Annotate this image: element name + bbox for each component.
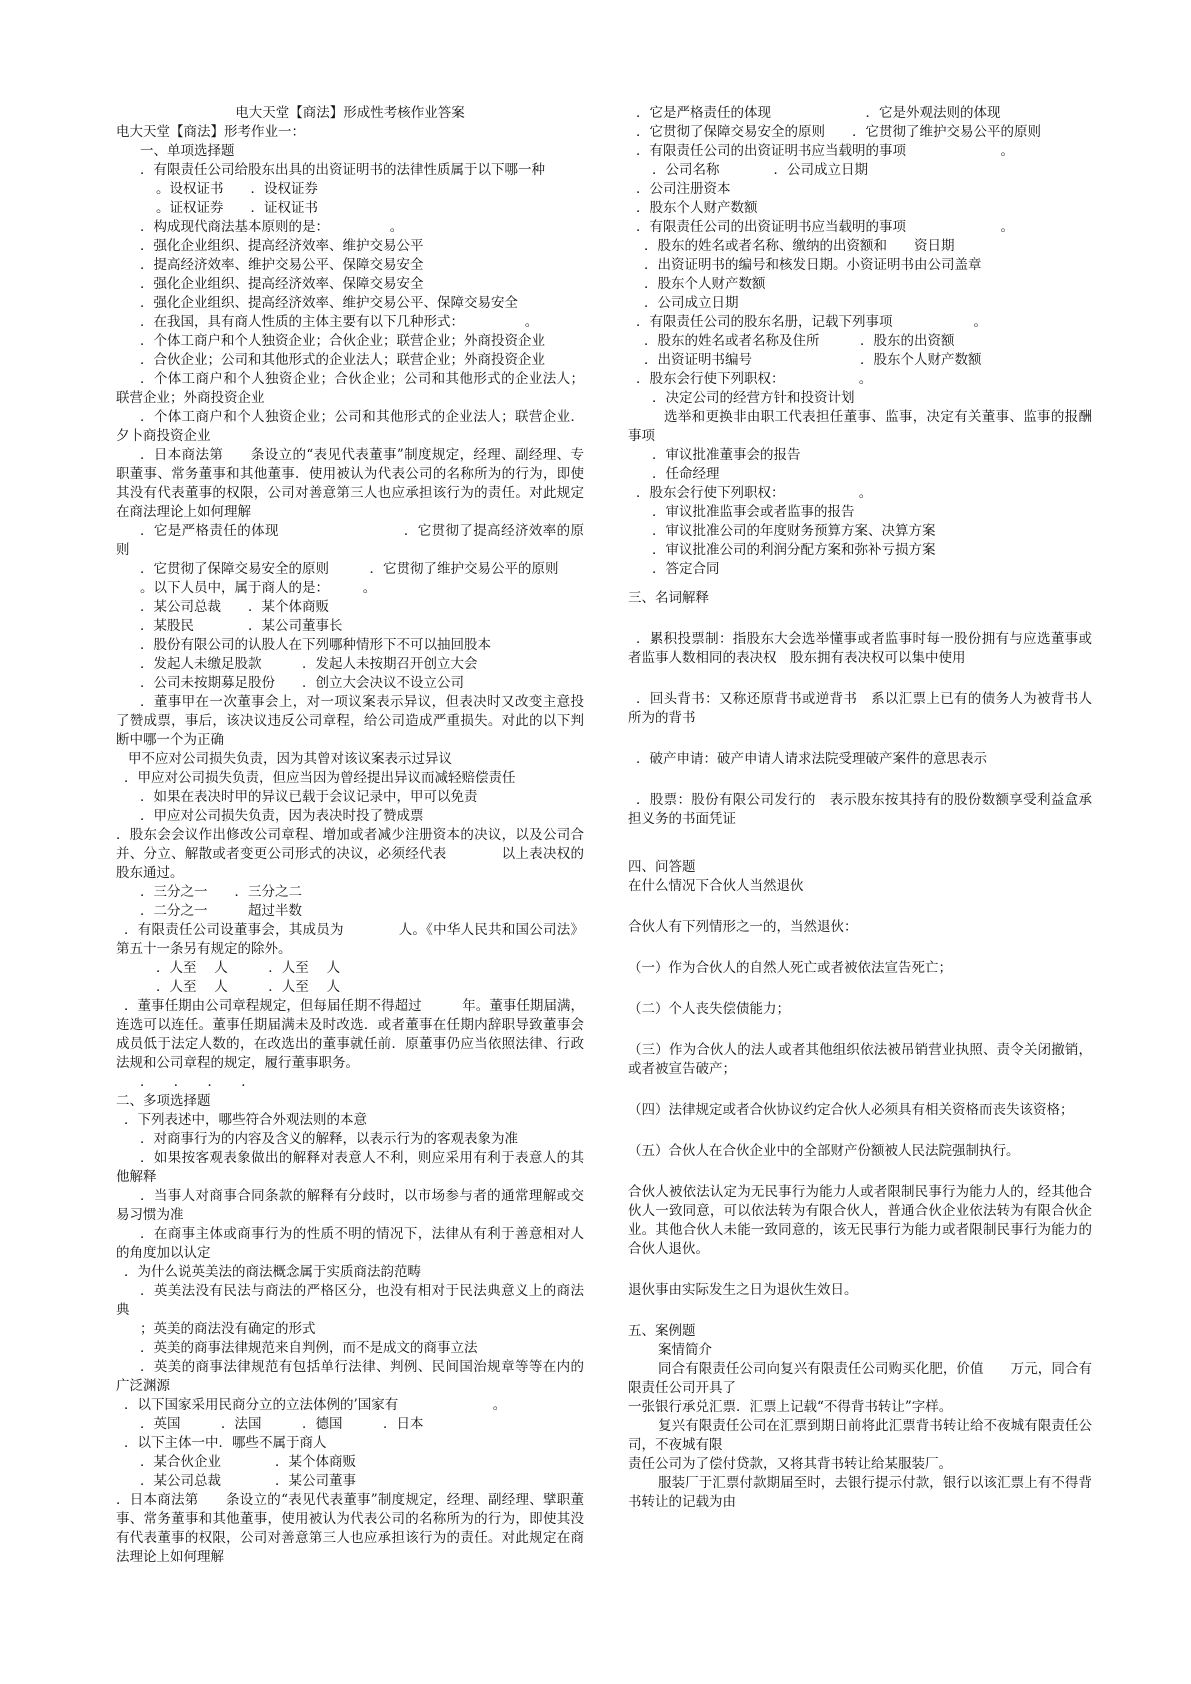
question-1: ．有限责任公司给股东出具的出资证明书的法律性质属于以下哪一种 bbox=[140, 162, 545, 178]
spacer bbox=[628, 728, 1092, 750]
question-5: 。以下人员中，属于商人的是： 。 bbox=[140, 580, 377, 596]
question-9-options-row-2: ．人至 人 ．人至 人 bbox=[156, 979, 341, 995]
question-3: ．在我国，具有商人性质的主体主要有以下几种形式： 。 bbox=[140, 314, 539, 330]
question-9-options-row-1: ．人至 人 ．人至 人 bbox=[156, 960, 341, 976]
question-10-options: ． ． ． ． bbox=[140, 1074, 255, 1090]
spacer bbox=[628, 1300, 1092, 1322]
multi-question-2-option-b: ；英美的商法没有确定的形式 bbox=[140, 1321, 316, 1337]
document-title: 电大天堂【商法】形成性考核作业答案 bbox=[235, 105, 465, 121]
question-7-option-d: ．甲应对公司损失负责，因为表决时投了赞成票 bbox=[140, 808, 424, 824]
qa-paragraph-1: 合伙人被依法认定为无民事行为能力人或者限制民事行为能力人的，经其他合伙人一致同意，可以依法转为有限合伙人，普通合伙企业依法转为有限合伙企业。其他合伙人未能一致同意的，该无民事行为能力或者限制民事行为能力的合伙人退伙。 bbox=[628, 1184, 1092, 1257]
question-5-options-row-2: ．某股民 ．某公司董事长 bbox=[140, 618, 343, 634]
case-heading: 案情简介 bbox=[658, 1342, 712, 1358]
qa-intro: 合伙人有下列情形之一的，当然退伙： bbox=[628, 919, 858, 935]
spacer bbox=[628, 1161, 1092, 1183]
multi-question-10: ．股东会行使下列职权： 。 bbox=[636, 485, 873, 501]
multi-question-4-options-row-2: ．某公司总裁 ．某公司董事 bbox=[140, 1473, 356, 1489]
term-return-endorsement: ．回头背书：又称还原背书或逆背书 系以汇票上已有的债务人为被背书人 所为的背书 bbox=[628, 691, 1106, 726]
multi-question-4-options-row-1: ．某合伙企业 ．某个体商贩 bbox=[140, 1454, 356, 1470]
question-8-options-row-2: ．二分之一 超过半数 bbox=[140, 903, 302, 919]
case-paragraph-3: 服装厂于汇票付款期届至时，去银行提示付款，银行以该汇票上有不得背书转让的记载为由 bbox=[628, 1475, 1092, 1510]
multi-question-1-option-c: ．当事人对商事合同条款的解释有分歧时，以市场参与者的通常理解或交易习惯为准 bbox=[116, 1188, 584, 1223]
case-paragraph-1-cont: 一张银行承兑汇票．汇票上记载“不得背书转让”字样。 bbox=[628, 1399, 953, 1415]
term-bankruptcy-petition: ．破产申请：破产申请人请求法院受理破产案件的意思表示 bbox=[636, 751, 987, 767]
multi-question-1-option-a: ．对商事行为的内容及含义的解释，以表示行为的客观表象为准 bbox=[140, 1131, 518, 1147]
spacer bbox=[628, 769, 1092, 791]
multi-question-1-option-d: ．在商事主体或商事行为的性质不明的情况下，法律从有利于善意相对人的角度加以认定 bbox=[116, 1226, 584, 1261]
multi-question-7-option-a: ．股东的姓名或者名称、缴纳的出资额和 资日期 bbox=[644, 238, 955, 254]
multi-question-9: ．股东会行使下列职权： 。 bbox=[636, 371, 873, 387]
spacer bbox=[628, 608, 1092, 630]
multi-question-2-option-d: ．英美的商事法律规范有包括单行法律、判例、民间国治规章等等在内的广泛渊源 bbox=[116, 1359, 584, 1394]
multi-question-10-option-d: ．答定合同 bbox=[652, 561, 720, 577]
question-4-options-ab: ．它是严格责任的体现 ．它贯彻了提高经济效率的原则 bbox=[116, 523, 584, 558]
term-stock: ．股票：股份有限公司发行的 表示股东按其持有的股份数额享受利益盒承担义务的书面凭证 bbox=[628, 792, 1092, 827]
question-6: ．股份有限公司的认股人在下列哪种情形下不可以抽回股本 bbox=[140, 637, 491, 653]
multi-question-2: ．为什么说英美法的商法概念属于实质商法韵范畴 bbox=[124, 1264, 421, 1280]
right-column bbox=[628, 104, 1106, 1512]
multi-question-9-option-a: ．决定公司的经营方针和投资计划 bbox=[652, 390, 855, 406]
spacer bbox=[628, 829, 1092, 848]
spacer bbox=[628, 896, 1092, 918]
multi-question-5-options-row-2: ．它贯彻了保障交易安全的原则 ．它贯彻了维护交易公平的原则 bbox=[636, 124, 1041, 140]
question-2-option-c: ．强化企业组织、提高经济效率、保障交易安全 bbox=[140, 276, 424, 292]
multi-question-8-options-row-2: ．出资证明书编号 ．股东个人财产数额 bbox=[644, 352, 982, 368]
question-3-option-c: ．个体工商户和个人独资企业；合伙企业；公司和其他形式的企业法人；联营企业；外商投资企业 bbox=[116, 371, 584, 406]
multi-question-1: ．下列表述中，哪些符合外观法则的本意 bbox=[124, 1112, 367, 1128]
case-paragraph-2: 复兴有限责任公司在汇票到期日前将此汇票背书转让给不夜城有限责任公司，不夜城有限 bbox=[628, 1418, 1092, 1453]
spacer bbox=[628, 937, 1092, 959]
qa-item-5: （五）合伙人在合伙企业中的全部财产份额被人民法院强制执行。 bbox=[628, 1143, 1020, 1159]
question-3-option-d: ．个体工商户和个人独资企业；公司和其他形式的企业法人；联营企业．夕卜商投资企业 bbox=[116, 409, 584, 444]
multi-question-5-options-row-1: ．它是严格责任的体现 ．它是外观法则的体现 bbox=[636, 105, 1001, 121]
question-7-option-a: 甲不应对公司损失负责，因为其曾对该议案表示过异议 bbox=[128, 751, 452, 767]
question-4-options-cd: ．它贯彻了保障交易安全的原则 ．它贯彻了维护交易公平的原则 bbox=[140, 561, 559, 577]
question-8: ．股东会会议作出修改公司章程、增加或者减少注册资本的决议，以及公司合并、分立、解散或者变更公司形式的决议，必须经代表 以上表决权的股东通过。 bbox=[116, 827, 584, 881]
multi-question-6: ．有限责任公司的出资证明书应当载明的事项 。 bbox=[636, 143, 1014, 159]
question-10: ．董事任期由公司章程规定，但每届任期不得超过 年。董事任期届满，连选可以连任。董事任期届满未及时改选．或者董事在任期内辞职导致董事会成员低于法定人数的，在改选出的董事就任前．原董事仍应当依照法律、行政法规和公司章程的规定，履行董事职务。 bbox=[116, 998, 584, 1071]
question-2-option-a: ．强化企业组织、提高经济效率、维护交易公平 bbox=[140, 238, 424, 254]
multi-question-9-option-d: ．任命经理 bbox=[652, 466, 720, 482]
question-7-option-b: ．甲应对公司损失负责，但应当因为曾经提出异议而减轻赔偿责任 bbox=[124, 770, 516, 786]
case-paragraph-2-cont: 责任公司为了偿付贷款，又将其背书转让给某服装厂。 bbox=[628, 1456, 952, 1472]
qa-item-1: （一）作为合伙人的自然人死亡或者被依法宣告死亡； bbox=[628, 960, 952, 976]
multi-question-1-option-b: ．如果按客观表象做出的解释对表意人不利，则应采用有利于表意人的其他解释 bbox=[116, 1150, 584, 1185]
qa-paragraph-2: 退伙事由实际发生之日为退伙生效日。 bbox=[628, 1282, 858, 1298]
section-heading-term-definitions: 三、名词解释 bbox=[628, 590, 709, 606]
assignment-subtitle: 电大天堂【商法】形考作业一： bbox=[116, 124, 305, 140]
multi-question-10-option-b: ．审议批准公司的年度财务预算方案、决算方案 bbox=[652, 523, 936, 539]
question-3-option-a: ．个体工商户和个人独资企业；合伙企业；联营企业；外商投资企业 bbox=[140, 333, 545, 349]
multi-question-3: ．以下国家采用民商分立的立法体例的’国家有 。 bbox=[124, 1397, 507, 1413]
multi-question-6-options-row-1: ．公司名称 ．公司成立日期 bbox=[652, 162, 868, 178]
left-column bbox=[116, 104, 584, 1567]
term-cumulative-voting: ．累积投票制：指股东大会选举懂事或者监事时每一股份拥有与应选董事或者监事人数相同的表决权 股东拥有表决权可以集中使用 bbox=[628, 631, 1092, 666]
multi-question-9-option-b: 选举和更换非由职工代表担任董事、监事，决定有关董事、监事的报酬事项 bbox=[628, 409, 1092, 444]
spacer bbox=[628, 848, 1092, 858]
multi-question-8-options-row-1: ．股东的姓名或者名称及住所 ．股东的出资额 bbox=[644, 333, 955, 349]
qa-item-4: （四）法律规定或者合伙协议约定合伙人必须具有相关资格而丧失该资格； bbox=[628, 1102, 1074, 1118]
question-5-options-row-1: ．某公司总裁 ．某个体商贩 bbox=[140, 599, 329, 615]
multi-question-2-option-c: ．英美的商事法律规范来自判例，而不是成文的商事立法 bbox=[140, 1340, 478, 1356]
spacer bbox=[628, 668, 1092, 690]
qa-item-2: （二）个人丧失偿债能力； bbox=[628, 1001, 790, 1017]
multi-question-7-option-d: ．公司成立日期 bbox=[644, 295, 739, 311]
multi-question-2-option-a: ．英美法没有民法与商法的严格区分，也没有相对于民法典意义上的商法典 bbox=[116, 1283, 584, 1318]
multi-question-5: ．日本商法第 条设立的“表见代表董事”制度规定，经理、副经理、擘职董事、常务董事和其他董事，使用被认为代表公司的名称所为的行为，即使其没有代表董事的权限，公司对善意第三人也应承担该行为的责任。对此规定在商法理论上如何理解 bbox=[116, 1492, 584, 1565]
question-2: ．构成现代商法基本原则的是： 。 bbox=[140, 219, 404, 235]
multi-question-3-options: ．英国 ．法国 ．德国 ．日本 bbox=[140, 1416, 424, 1432]
question-3-option-b: ．合伙企业；公司和其他形式的企业法人；联营企业；外商投资企业 bbox=[140, 352, 545, 368]
multi-question-8: ．有限责任公司的股东名册，记载下列事项 。 bbox=[636, 314, 987, 330]
qa-question: 在什么情况下合伙人当然退伙 bbox=[628, 878, 804, 894]
question-4: ．日本商法第 条设立的“表见代表董事”制度规定，经理、副经理、专职董事、常务董事和其他董事．使用被认为代表公司的名称所为的行为，即使其没有代表董事的权限，公司对善意第三人也应承担该行为的责任。对此规定在商法理论上如何理解 bbox=[116, 447, 584, 520]
spacer bbox=[628, 1120, 1092, 1142]
qa-item-3: （三）作为合伙人的法人或者其他组织依法被吊销营业执照、责令关闭撤销，或者被宣告破产； bbox=[628, 1042, 1092, 1077]
section-heading-multiple-choice: 二、多项选择题 bbox=[116, 1093, 211, 1109]
multi-question-10-option-a: ．审议批准监事会或者监事的报告 bbox=[652, 504, 855, 520]
question-8-options-row-1: ．三分之一 ．三分之二 bbox=[140, 884, 302, 900]
multi-question-6-option-c: ．公司注册资本 bbox=[636, 181, 731, 197]
question-2-option-d: ．强化企业组织、提高经济效率、维护交易公平、保障交易安全 bbox=[140, 295, 518, 311]
section-heading-qa: 四、问答题 bbox=[628, 859, 696, 875]
question-7: ．董事甲在一次董事会上，对一项议案表示异议，但表决时又改变主意投了赞成票，事后，该决议违反公司章程，给公司造成严重损失。对此的以下判断中哪一个为正确 bbox=[116, 694, 584, 748]
spacer bbox=[628, 1259, 1092, 1281]
question-1-options-row-2: 。证权证券 ．证权证书 bbox=[156, 200, 318, 216]
question-7-option-c: ．如果在表决时甲的异议已载于会议记录中，甲可以免责 bbox=[140, 789, 478, 805]
section-heading-single-choice: 一、单项选择题 bbox=[140, 143, 235, 159]
multi-question-9-option-c: ．审议批准董事会的报告 bbox=[652, 447, 801, 463]
question-6-options-row-1: ．发起人未缴足股款 ．发起人未按期召开创立大会 bbox=[140, 656, 478, 672]
spacer bbox=[628, 1019, 1092, 1041]
spacer bbox=[628, 1079, 1092, 1101]
spacer bbox=[628, 579, 1092, 589]
question-2-option-b: ．提高经济效率、维护交易公平、保障交易安全 bbox=[140, 257, 424, 273]
multi-question-4: ．以下主体一中．哪些不属于商人 bbox=[124, 1435, 327, 1451]
question-1-options-row-1: 。设权证书 ．设权证券 bbox=[156, 181, 318, 197]
spacer bbox=[628, 978, 1092, 1000]
section-heading-case: 五、案例题 bbox=[628, 1323, 696, 1339]
multi-question-10-option-c: ．审议批准公司的利润分配方案和弥补亏损方案 bbox=[652, 542, 936, 558]
question-6-options-row-2: ．公司未按期募足股份 ．创立大会决议不设立公司 bbox=[140, 675, 464, 691]
question-9: ．有限责任公司设董事会，其成员为 人。《中华人民共和国公司法》第五十一条另有规定的除外。 bbox=[116, 922, 584, 957]
multi-question-7-option-c: ．股东个人财产数额 bbox=[644, 276, 766, 292]
case-paragraph-1: 同合有限责任公司向复兴有限责任公司购买化肥，价值 万元，同合有限责任公司开具了 bbox=[628, 1361, 1092, 1396]
multi-question-7: ．有限责任公司的出资证明书应当载明的事项 。 bbox=[636, 219, 1014, 235]
multi-question-7-option-b: ．出资证明书的编号和核发日期。小资证明书由公司盖章 bbox=[644, 257, 982, 273]
multi-question-6-option-d: ．股东个人财产数额 bbox=[636, 200, 758, 216]
